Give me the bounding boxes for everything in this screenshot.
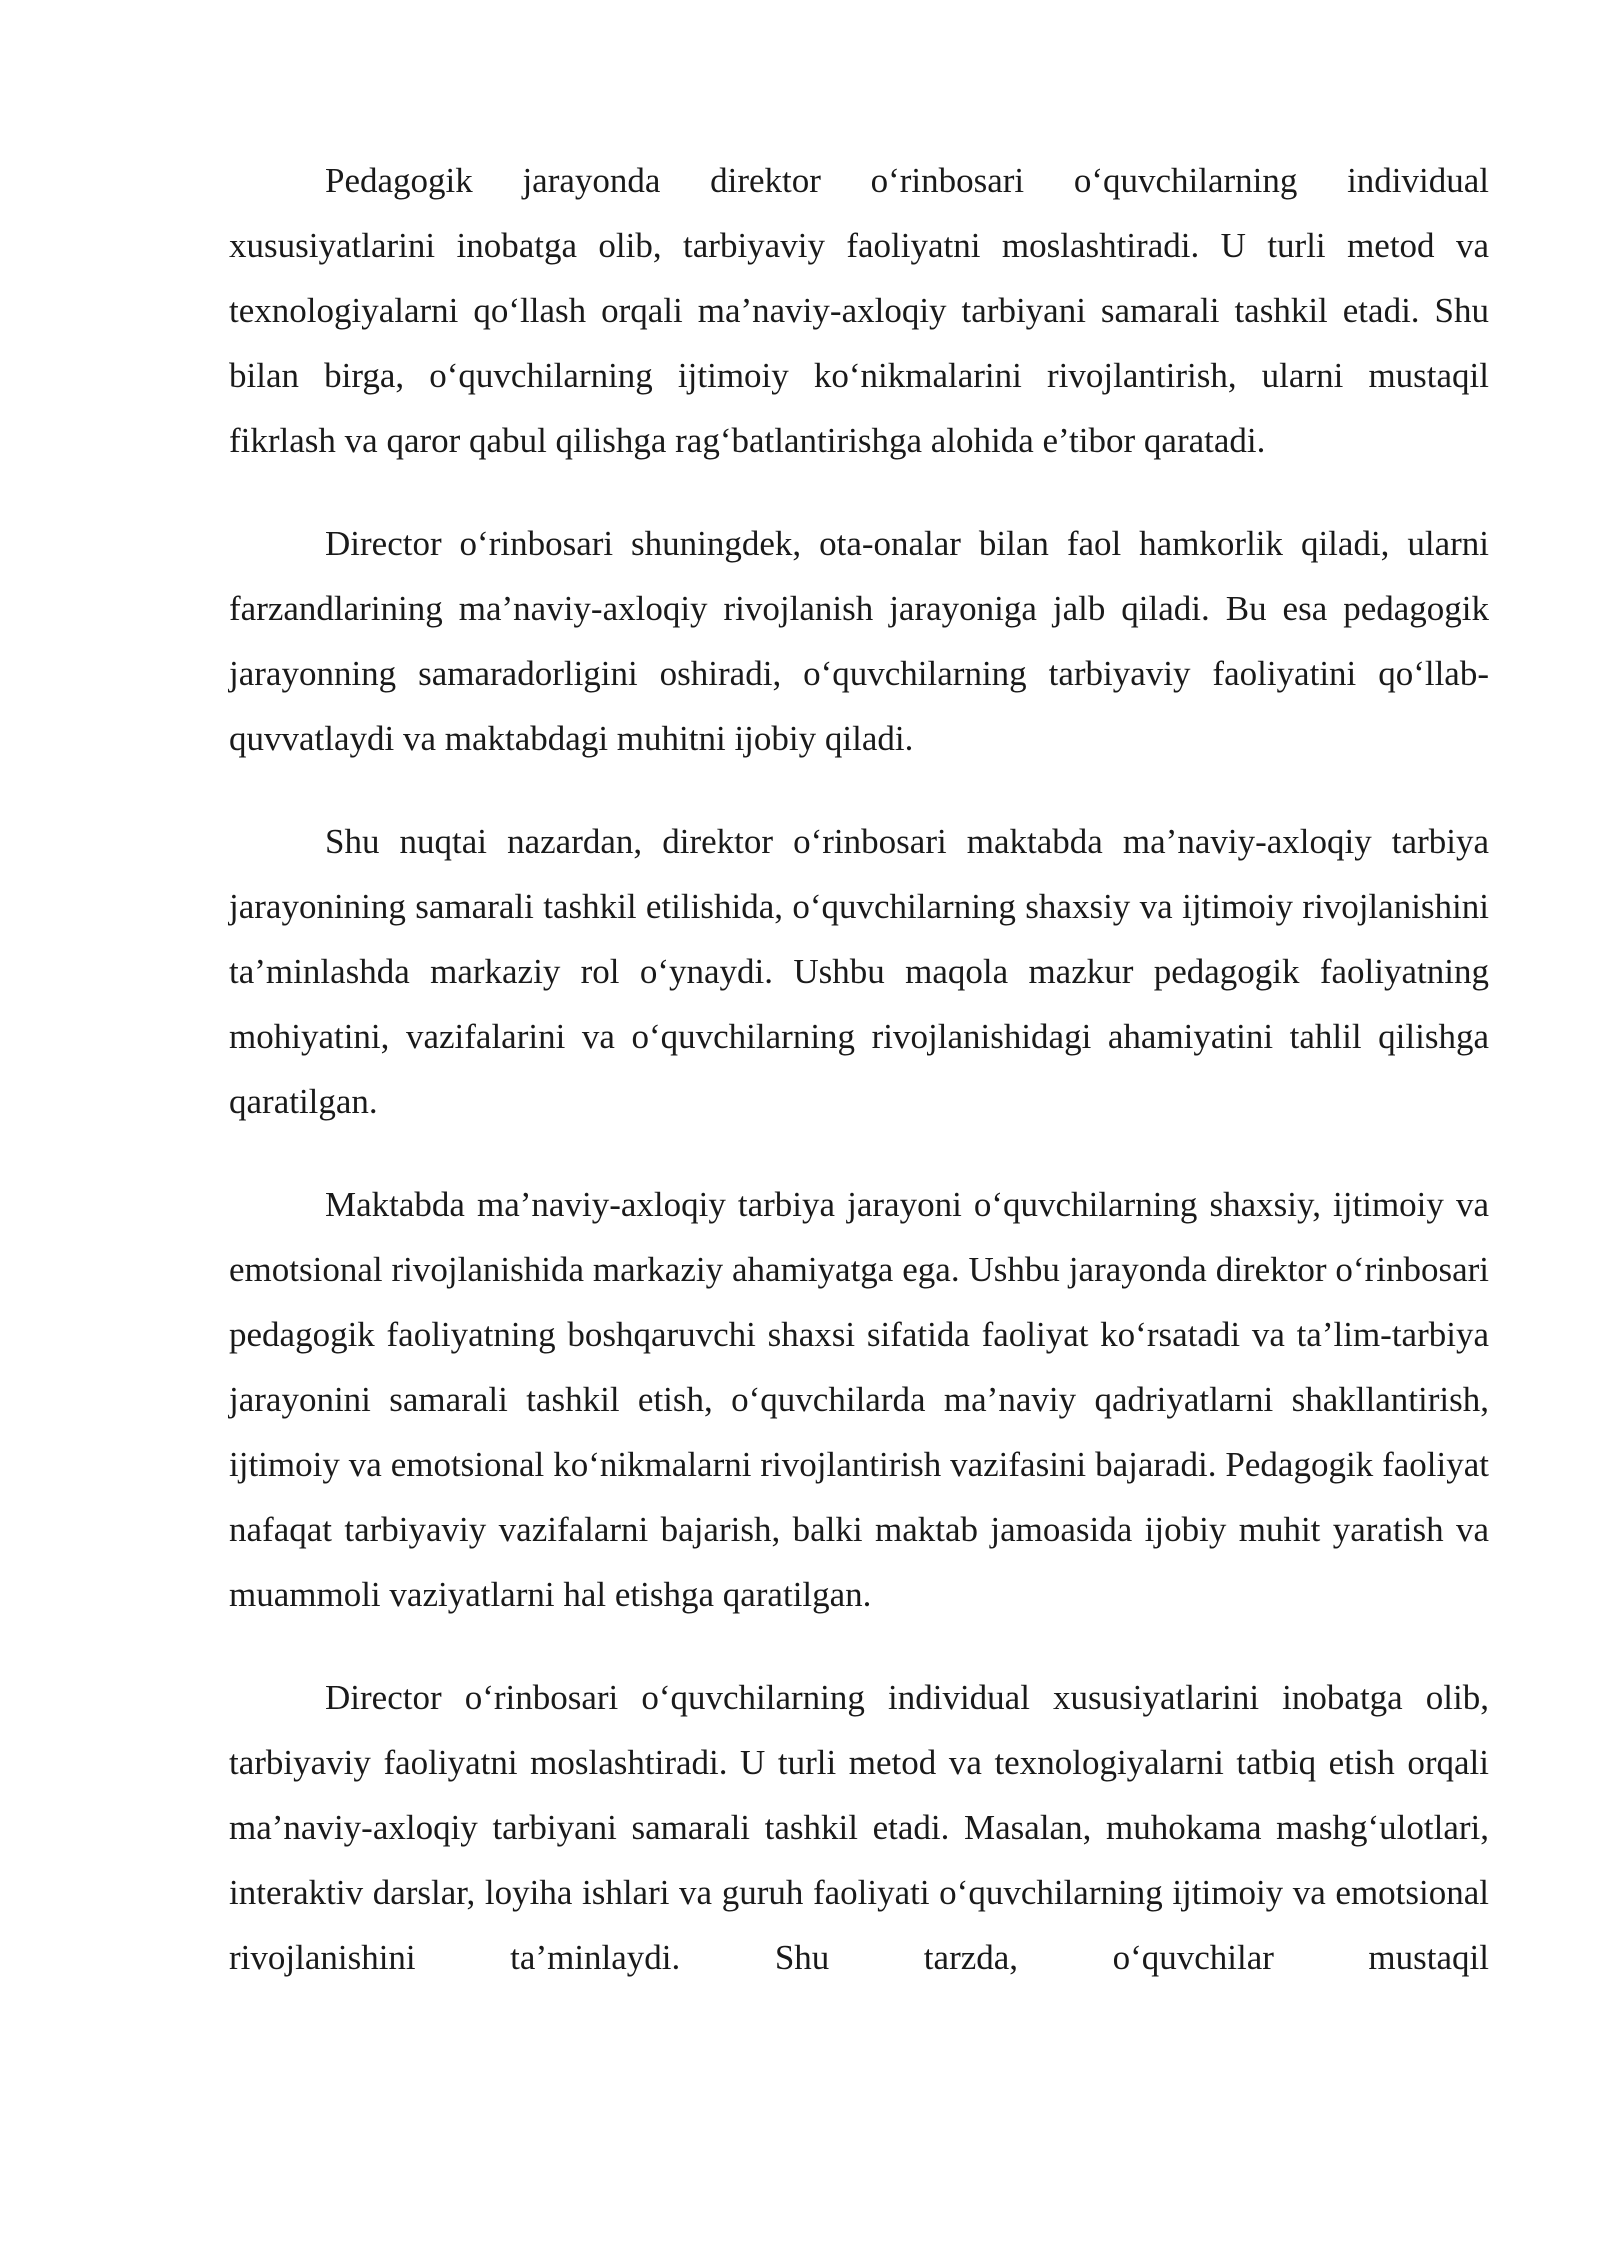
paragraph: Director o‘rinbosari o‘quvchilarning individual xususiyatlarini inobatga olib, tarbiyaviy faoliyatni moslashtiradi. U turli metod va texnologiyalarni tatbiq etish orqali ma’naviy-axloqiy tarbiyani samarali tashkil etadi. Masalan, muhokama mashg‘ulotlari, interaktiv darslar, loyiha ishlari va guruh faoliyati o‘quvchilarning ijtimoiy va emotsional rivojlanishini ta’minlaydi. Shu tarzda, o‘quvchilar mustaqil — [229, 1678, 1489, 1977]
paragraph: Maktabda ma’naviy-axloqiy tarbiya jarayoni o‘quvchilarning shaxsiy, ijtimoiy va emotsional rivojlanishida markaziy ahamiyatga ega. Ushbu jarayonda direktor o‘rinbosari pedagogik faoliyatning boshqaruvchi shaxsi sifatida faoliyat ko‘rsatadi va ta’lim-tarbiya jarayonini samarali tashkil etish, o‘quvchilarda ma’naviy qadriyatlarni shakllantirish, ijtimoiy va emotsional ko‘nikmalarni rivojlantirish vazifasini bajaradi. Pedagogik faoliyat nafaqat tarbiyaviy vazifalarni bajarish, balki maktab jamoasida ijobiy muhit yaratish va muammoli vaziyatlarni hal etishga qaratilgan. — [229, 1185, 1489, 1614]
paragraph: Shu nuqtai nazardan, direktor o‘rinbosari maktabda ma’naviy-axloqiy tarbiya jarayonining samarali tashkil etilishida, o‘quvchilarning shaxsiy va ijtimoiy rivojlanishini ta’minlashda markaziy rol o‘ynaydi. Ushbu maqola mazkur pedagogik faoliyatning mohiyatini, vazifalarini va o‘quvchilarning rivojlanishidagi ahamiyatini tahlil qilishga qaratilgan. — [229, 822, 1489, 1121]
paragraph: Director o‘rinbosari shuningdek, ota-onalar bilan faol hamkorlik qiladi, ularni farzandlarining ma’naviy-axloqiy rivojlanish jarayoniga jalb qiladi. Bu esa pedagogik jarayonning samaradorligini oshiradi, o‘quvchilarning tarbiyaviy faoliyatini qo‘llab-quvvatlaydi va maktabdagi muhitni ijobiy qiladi. — [229, 524, 1489, 758]
paragraph: Pedagogik jarayonda direktor o‘rinbosari o‘quvchilarning individual xususiyatlarini inobatga olib, tarbiyaviy faoliyatni moslashtiradi. U turli metod va texnologiyalarni qo‘llash orqali ma’naviy-axloqiy tarbiyani samarali tashkil etadi. Shu bilan birga, o‘quvchilarning ijtimoiy ko‘nikmalarini rivojlantirish, ularni mustaqil fikrlash va qaror qabul qilishga rag‘batlantirishga alohida e’tibor qaratadi. — [229, 161, 1489, 460]
document-body — [229, 148, 1489, 1990]
